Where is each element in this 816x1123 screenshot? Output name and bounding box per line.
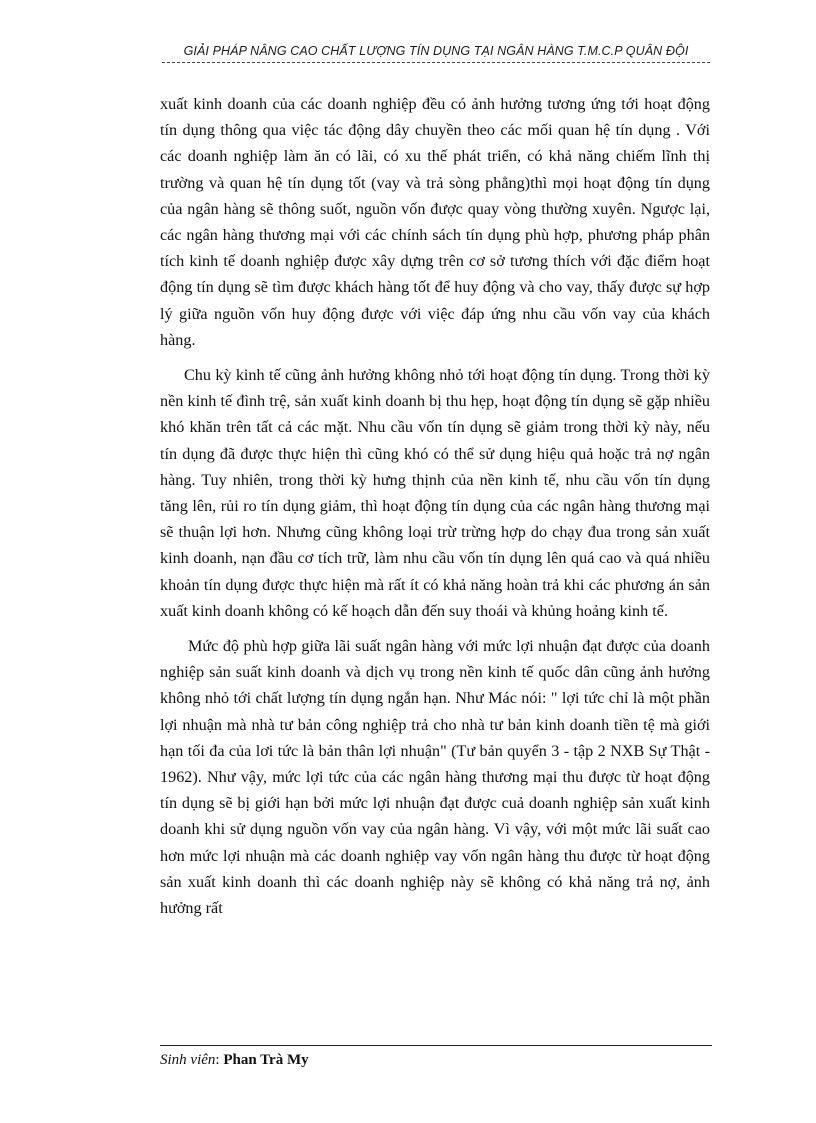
- footer-author-line: [160, 1052, 712, 1069]
- footer-separator: :: [215, 1052, 224, 1068]
- paragraph-1: xuất kinh doanh của các doanh nghiệp đều có ảnh hưởng tương ứng tới hoạt động tín dụng thông qua việc tác động dây chuyền theo các mối quan hệ tín dụng . Với các doanh nghiệp làm ăn có lãi, có xu thế phát triển, có khả năng chiếm lĩnh thị trường và quan hệ tín dụng tốt (vay và trả sòng phẳng)thì mọi hoạt động tín dụng của ngân hàng sẽ thông suốt, nguồn vốn được quay vòng thường xuyên. Ngược lại, các ngân hàng thương mại với các chính sách tín dụng phù hợp, phương pháp phân tích kinh tế doanh nghiệp được xây dựng trên cơ sở tương thích với đặc điểm hoạt động tín dụng sẽ tìm được khách hàng tốt để huy động và cho vay, thấy được sự hợp lý giữa nguồn vốn huy động được với việc đáp ứng nhu cầu vốn vay của khách hàng.: [160, 95, 710, 349]
- footer-label: Sinh viên: [160, 1052, 216, 1068]
- page-header: [160, 44, 712, 63]
- paragraph-2: Chu kỳ kinh tế cũng ảnh hưởng không nhỏ tới hoạt động tín dụng. Trong thời kỳ nền kinh tế đình trệ, sản xuất kinh doanh bị thu hẹp, hoạt động tín dụng sẽ gặp nhiều khó khăn trên tất cả các mặt. Nhu cầu vốn tín dụng sẽ giảm trong thời kỳ này, nếu tín dụng đã được thực hiện thì cũng khó có thể sử dụng hiệu quả hoặc trả nợ ngân hàng. Tuy nhiên, trong thời kỳ hưng thịnh của nền kinh tế, nhu cầu vốn tín dụng tăng lên, rủi ro tín dụng giảm, thì hoạt động tín dụng của các ngân hàng thương mại sẽ thuận lợi hơn. Nhưng cũng không loại trừ trừng hợp do chạy đua trong sản xuất kinh doanh, nạn đầu cơ tích trữ, làm nhu cầu vốn tín dụng lên quá cao và quá nhiều khoản tín dụng được thực hiện mà rất ít có khả năng hoàn trả khi các phương án sản xuất kinh doanh không có kế hoạch dẫn đến suy thoái và khủng hoảng kinh tế.: [160, 366, 710, 620]
- footer-divider: [160, 1045, 712, 1046]
- paragraph-3: Mức độ phù hợp giữa lãi suất ngân hàng với mức lợi nhuận đạt được của doanh nghiệp sản suất kinh doanh và dịch vụ trong nền kinh tế quốc dân cũng ảnh hưởng không nhỏ tới chất lượng tín dụng ngắn hạn. Như Mác nói: " lợi tức chỉ là một phần lợi nhuận mà nhà tư bản công nghiệp trả cho nhà tư bản kinh doanh tiền tệ mà giới hạn tối đa của lơi tức là bản thân lợi nhuận" (Tư bản quyển 3 - tập 2 NXB Sự Thật - 1962). Như vậy, mức lợi tức của các ngân hàng thương mại thu được từ hoạt động tín dụng sẽ bị giới hạn bởi mức lợi nhuận đạt được cuả doanh nghiệp sản xuất kinh doanh khi sử dụng nguồn vốn vay của ngân hàng. Vì vậy, với một mức lãi suất cao hơn mức lợi nhuận mà các doanh nghiệp vay vốn ngân hàng thu được từ hoạt động sản xuất kinh doanh thì các doanh nghiệp này sẽ không có khả năng trả nợ, ảnh hưởng rất: [160, 637, 710, 918]
- page-footer: [160, 1045, 712, 1069]
- document-body: [160, 91, 710, 930]
- header-divider: [162, 62, 710, 63]
- header-title: GIẢI PHÁP NÂNG CAO CHẤT LƯỢNG TÍN DỤNG TẠI NGÂN HÀNG T.M.C.P QUÂN ĐỘI: [183, 44, 689, 58]
- footer-author-name: Phan Trà My: [223, 1052, 309, 1068]
